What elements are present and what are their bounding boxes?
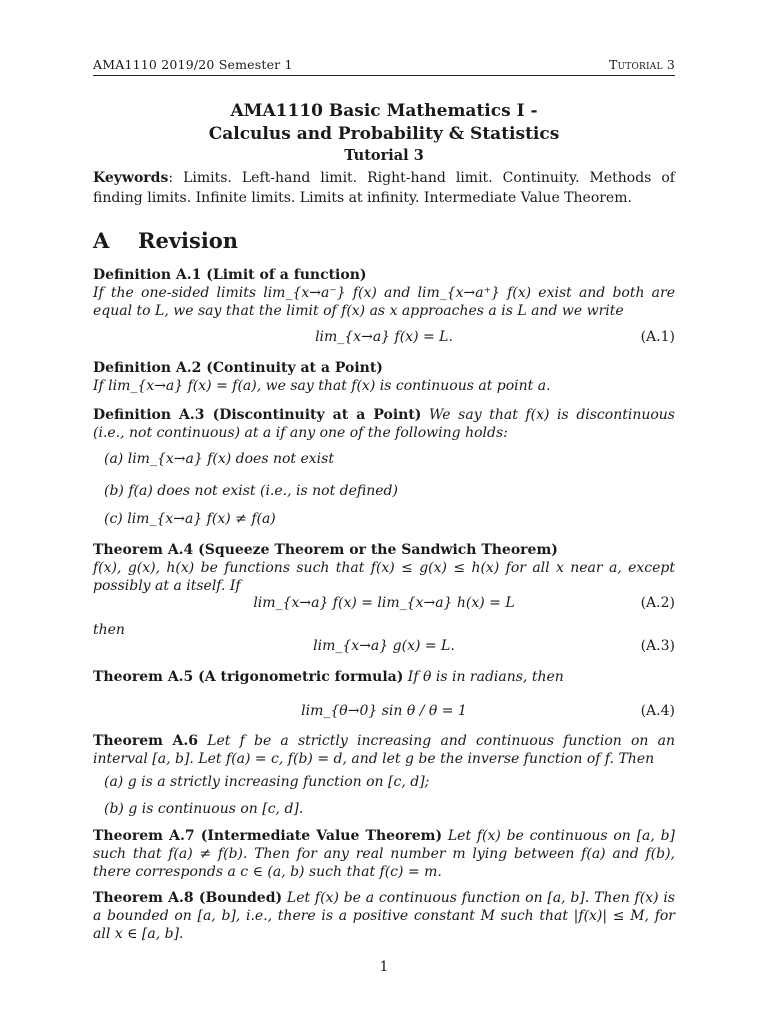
equation-a3-number: (A.3)	[640, 638, 675, 654]
section-heading	[93, 228, 238, 253]
equation-a3-expr: lim_{x→a} g(x) = L.	[313, 638, 455, 654]
theorem-a6	[93, 732, 675, 768]
theorem-a6-text: Let f be a strictly increasing and continuous function on an interval [a, b]. Let f(a) = c, f(b) = d, and let g be the inverse function of f. Then	[93, 733, 675, 767]
definition-a3-heading: Definition A.3 (Discontinuity at a Point)	[93, 407, 422, 423]
theorem-a4-heading: Theorem A.4 (Squeeze Theorem or the Sandwich Theorem)	[93, 542, 558, 558]
definition-a3-item-b: (b) f(a) does not exist (i.e., is not defined)	[104, 483, 398, 499]
equation-a1-expr: lim_{x→a} f(x) = L.	[315, 329, 453, 345]
theorem-a7-text: Let f(x) be continuous on [a, b] such that f(a) ≠ f(b). Then for any real number m lying between f(a) and f(b), there corresponds a c ∈ (a, b) such that f(c) = m.	[93, 828, 675, 880]
definition-a3-item-c: (c) lim_{x→a} f(x) ≠ f(a)	[104, 511, 276, 527]
title-line-2: Calculus and Probability & Statistics	[208, 124, 560, 144]
page-number: 1	[379, 959, 389, 975]
document-page	[93, 0, 675, 1024]
definition-a1-text: If the one-sided limits lim_{x→a⁻} f(x) and lim_{x→a⁺} f(x) exist and both are equal to L, we say that the limit of f(x) as x approaches a is L and we write	[93, 285, 675, 319]
section-title: Revision	[138, 228, 239, 253]
equation-a2-expr: lim_{x→a} f(x) = lim_{x→a} h(x) = L	[253, 595, 515, 611]
theorem-a4	[93, 541, 675, 595]
title-line-1: AMA1110 Basic Mathematics I -	[230, 101, 538, 121]
header-rule	[93, 75, 675, 76]
theorem-a7-heading: Theorem A.7 (Intermediate Value Theorem)	[93, 828, 443, 844]
definition-a3	[93, 406, 675, 442]
definition-a3-item-a: (a) lim_{x→a} f(x) does not exist	[104, 451, 334, 467]
keywords-label: Keywords	[93, 170, 169, 186]
definition-a2-text: If lim_{x→a} f(x) = f(a), we say that f(x) is continuous at point a.	[93, 378, 551, 394]
section-number: A	[93, 228, 110, 253]
theorem-a4-then: then	[93, 622, 125, 638]
theorem-a8-text: Let f(x) be a continuous function on [a, b]. Then f(x) is a bounded on [a, b], i.e., there is a positive constant M such that |f(x)| ≤ M, for all x ∈ [a, b].	[93, 890, 675, 942]
theorem-a8	[93, 889, 675, 943]
header-course: AMA1110 2019/20 Semester 1	[93, 57, 293, 72]
theorem-a6-item-a: (a) g is a strictly increasing function on [c, d];	[104, 774, 430, 790]
equation-a2-number: (A.2)	[640, 595, 675, 611]
theorem-a5	[93, 668, 675, 686]
theorem-a6-item-b: (b) g is continuous on [c, d].	[104, 801, 304, 817]
theorem-a5-text: If θ is in radians, then	[403, 669, 564, 685]
document-title	[93, 100, 675, 166]
definition-a1	[93, 266, 675, 320]
definition-a3-text: We say that f(x) is discontinuous (i.e., not continuous) at a if any one of the following holds:	[93, 407, 675, 441]
definition-a2	[93, 359, 675, 395]
equation-a4-expr: lim_{θ→0} sin θ / θ = 1	[301, 703, 467, 719]
theorem-a5-heading: Theorem A.5 (A trigonometric formula)	[93, 669, 404, 685]
definition-a2-heading: Definition A.2 (Continuity at a Point)	[93, 360, 383, 376]
keywords-paragraph	[93, 168, 675, 208]
theorem-a4-text: f(x), g(x), h(x) be functions such that f(x) ≤ g(x) ≤ h(x) for all x near a, except possibly at a itself. If	[93, 560, 675, 594]
theorem-a8-heading: Theorem A.8 (Bounded)	[93, 890, 283, 906]
definition-a1-heading: Definition A.1 (Limit of a function)	[93, 267, 367, 283]
header-tutorial: Tutorial 3	[608, 57, 675, 72]
title-line-3: Tutorial 3	[344, 147, 424, 164]
theorem-a6-heading: Theorem A.6	[93, 733, 199, 749]
theorem-a7	[93, 827, 675, 881]
keywords-text: : Limits. Left-hand limit. Right-hand limit. Continuity. Methods of finding limits. Infinite limits. Limits at infinity. Intermediate Value Theorem.	[93, 170, 675, 206]
equation-a1-number: (A.1)	[640, 329, 675, 345]
equation-a4-number: (A.4)	[640, 703, 675, 719]
